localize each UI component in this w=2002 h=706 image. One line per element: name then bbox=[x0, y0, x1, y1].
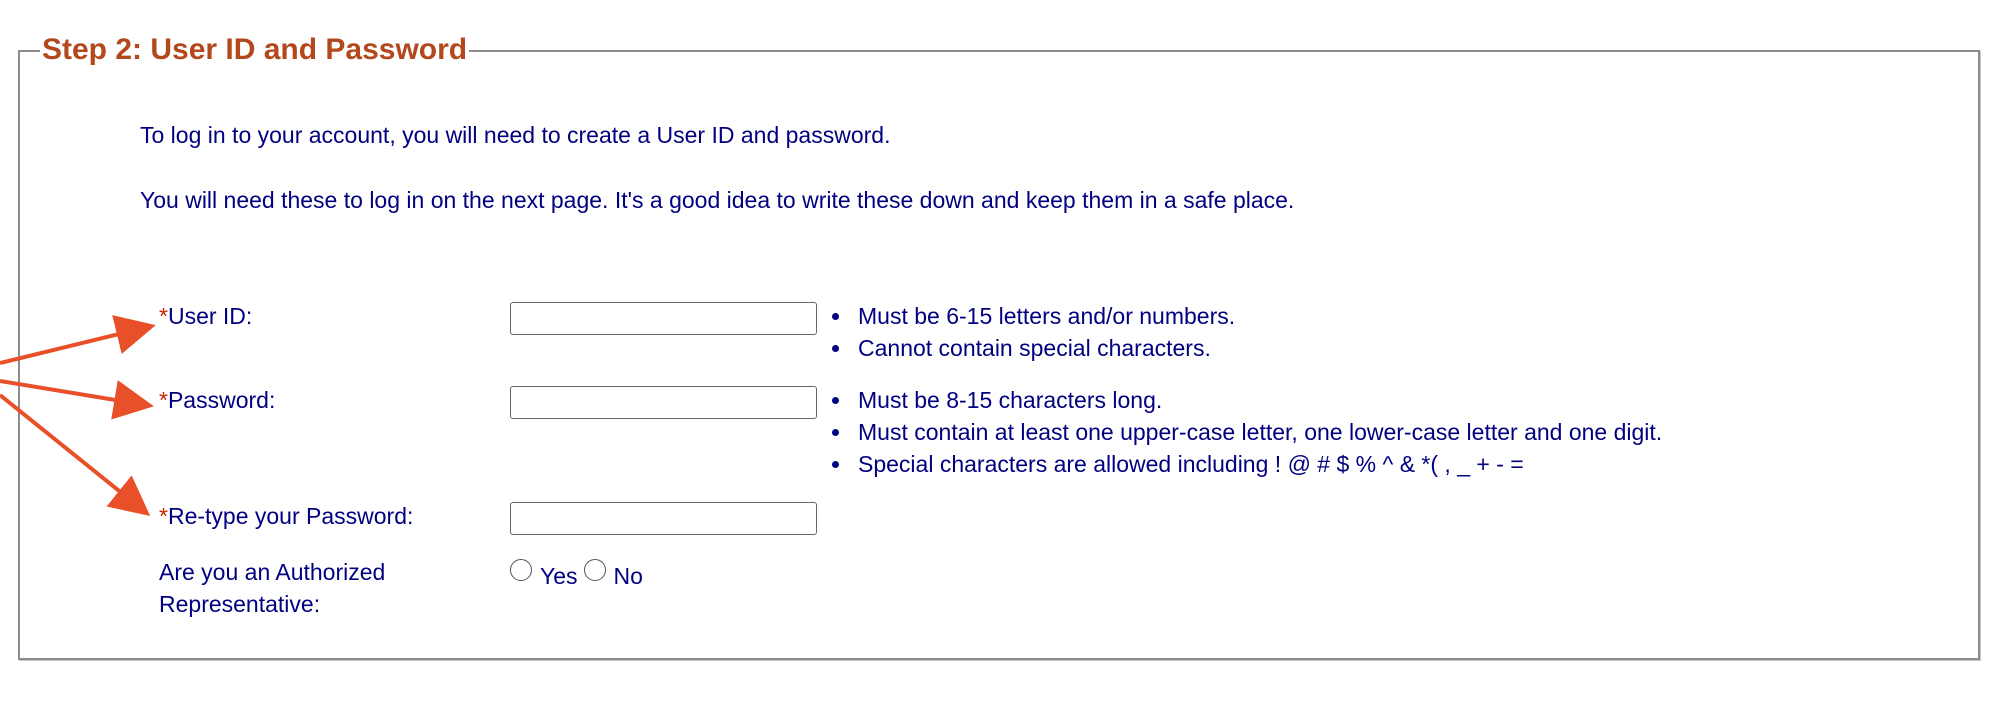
radio-yes-label[interactable]: Yes bbox=[540, 563, 578, 589]
user-id-label-text: User ID: bbox=[167, 303, 253, 329]
intro-text-2: You will need these to log in on the next page. It's a good idea to write these down and keep them in a safe place. bbox=[140, 187, 1295, 213]
intro-text-1: To log in to your account, you will need to create a User ID and password. bbox=[140, 122, 891, 148]
rule-item: Cannot contain special characters. bbox=[832, 332, 1235, 364]
radio-no-label[interactable]: No bbox=[613, 563, 643, 589]
rule-item: Must be 6-15 letters and/or numbers. bbox=[832, 300, 1235, 332]
required-marker: * bbox=[159, 303, 168, 329]
required-marker: * bbox=[159, 503, 168, 529]
retype-password-label-text: Re-type your Password: bbox=[167, 503, 414, 529]
password-label-text: Password: bbox=[167, 387, 276, 413]
rule-item: Must be 8-15 characters long. bbox=[832, 384, 1662, 416]
rule-item: Special characters are allowed including ! @ # $ % ^ & *( , _ + - = bbox=[832, 448, 1662, 480]
section-title: Step 2: User ID and Password bbox=[40, 30, 469, 70]
arrow-to-user-id bbox=[0, 327, 148, 363]
rule-item: Must contain at least one upper-case letter, one lower-case letter and one digit. bbox=[832, 416, 1662, 448]
arrow-to-password bbox=[0, 381, 146, 405]
authorized-rep-label: Are you an Authorized Representative: bbox=[159, 559, 386, 617]
required-marker: * bbox=[159, 387, 168, 413]
arrow-to-retype-password bbox=[0, 395, 144, 511]
